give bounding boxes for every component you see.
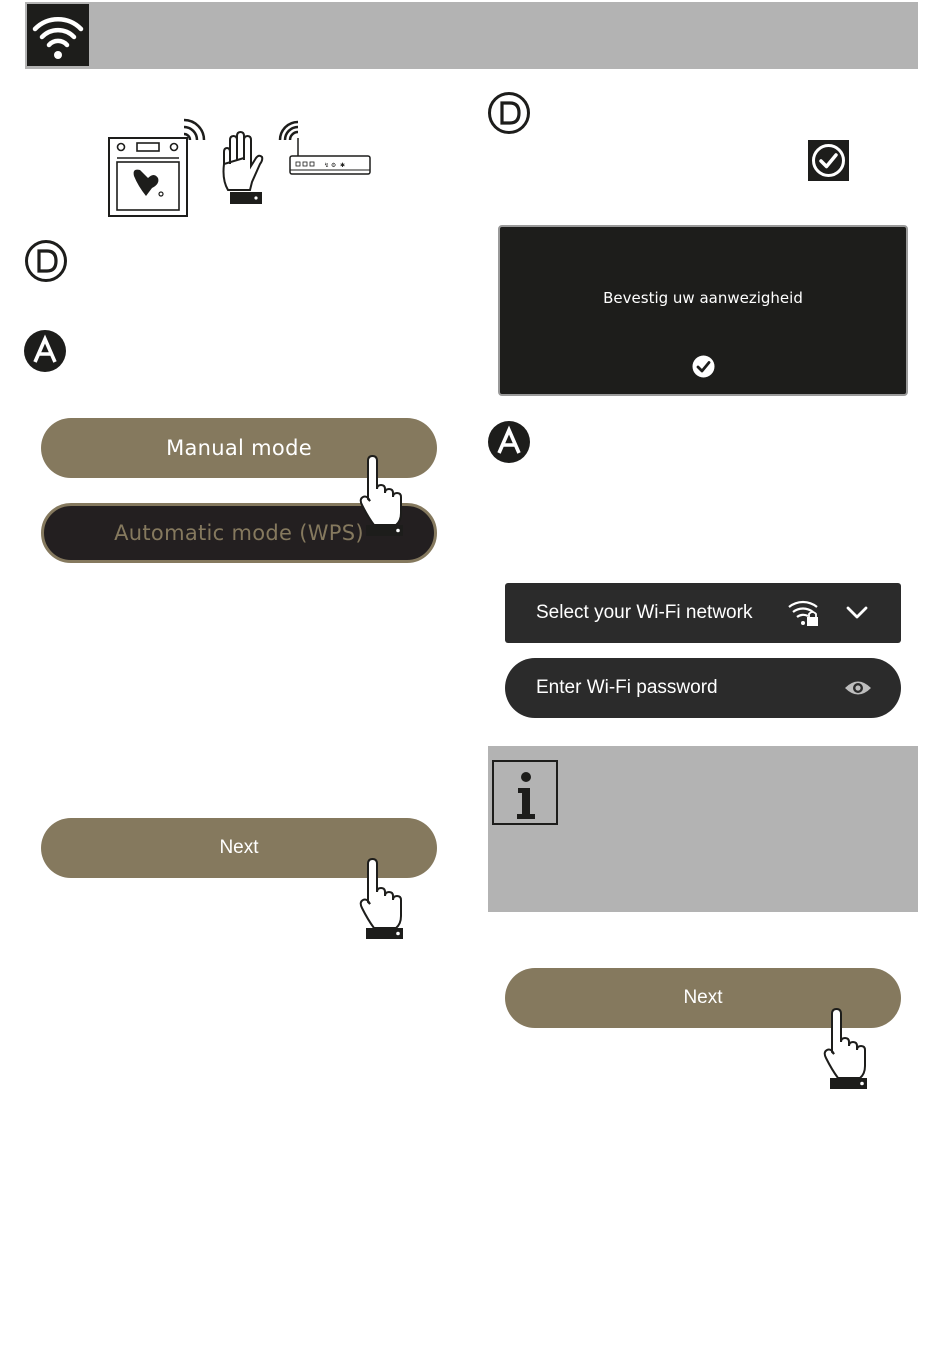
info-icon	[492, 760, 558, 825]
wifi-select-label: Select your Wi-Fi network	[536, 602, 753, 623]
step-d-badge	[488, 92, 530, 134]
step-a-badge	[488, 421, 530, 463]
wifi-password-placeholder: Enter Wi-Fi password	[536, 677, 718, 698]
wifi-network-select[interactable]	[505, 583, 901, 643]
section-header-bar	[25, 2, 918, 69]
eye-icon[interactable]	[843, 677, 873, 699]
wifi-password-input[interactable]	[505, 658, 901, 718]
wifi-icon	[27, 4, 89, 66]
manual-mode-label: Manual mode	[166, 436, 312, 460]
chevron-down-icon[interactable]	[845, 603, 869, 623]
raised-hand-icon	[214, 130, 270, 206]
pointing-hand-icon	[820, 1008, 872, 1090]
svg-text:✱: ✱	[340, 162, 346, 169]
presence-message: Bevestig uw aanwezigheid	[603, 289, 803, 307]
check-circle-icon[interactable]	[692, 355, 715, 378]
next-label: Next	[683, 987, 723, 1008]
step-a-badge	[24, 330, 66, 372]
automatic-mode-label: Automatic mode (WPS)	[114, 521, 364, 545]
checkmark-square-icon	[808, 140, 849, 181]
wifi-lock-icon	[787, 597, 821, 629]
presence-confirmation-screen	[498, 225, 908, 396]
pointing-hand-icon	[356, 858, 408, 940]
step-d-badge	[25, 240, 67, 282]
next-label: Next	[219, 837, 259, 858]
wifi-pairing-illustration	[104, 116, 376, 220]
oven-with-wifi-icon	[104, 134, 194, 220]
svg-text:↯ ⚙: ↯ ⚙	[324, 162, 337, 169]
router-with-wifi-icon	[276, 116, 376, 180]
pointing-hand-icon	[356, 455, 408, 537]
